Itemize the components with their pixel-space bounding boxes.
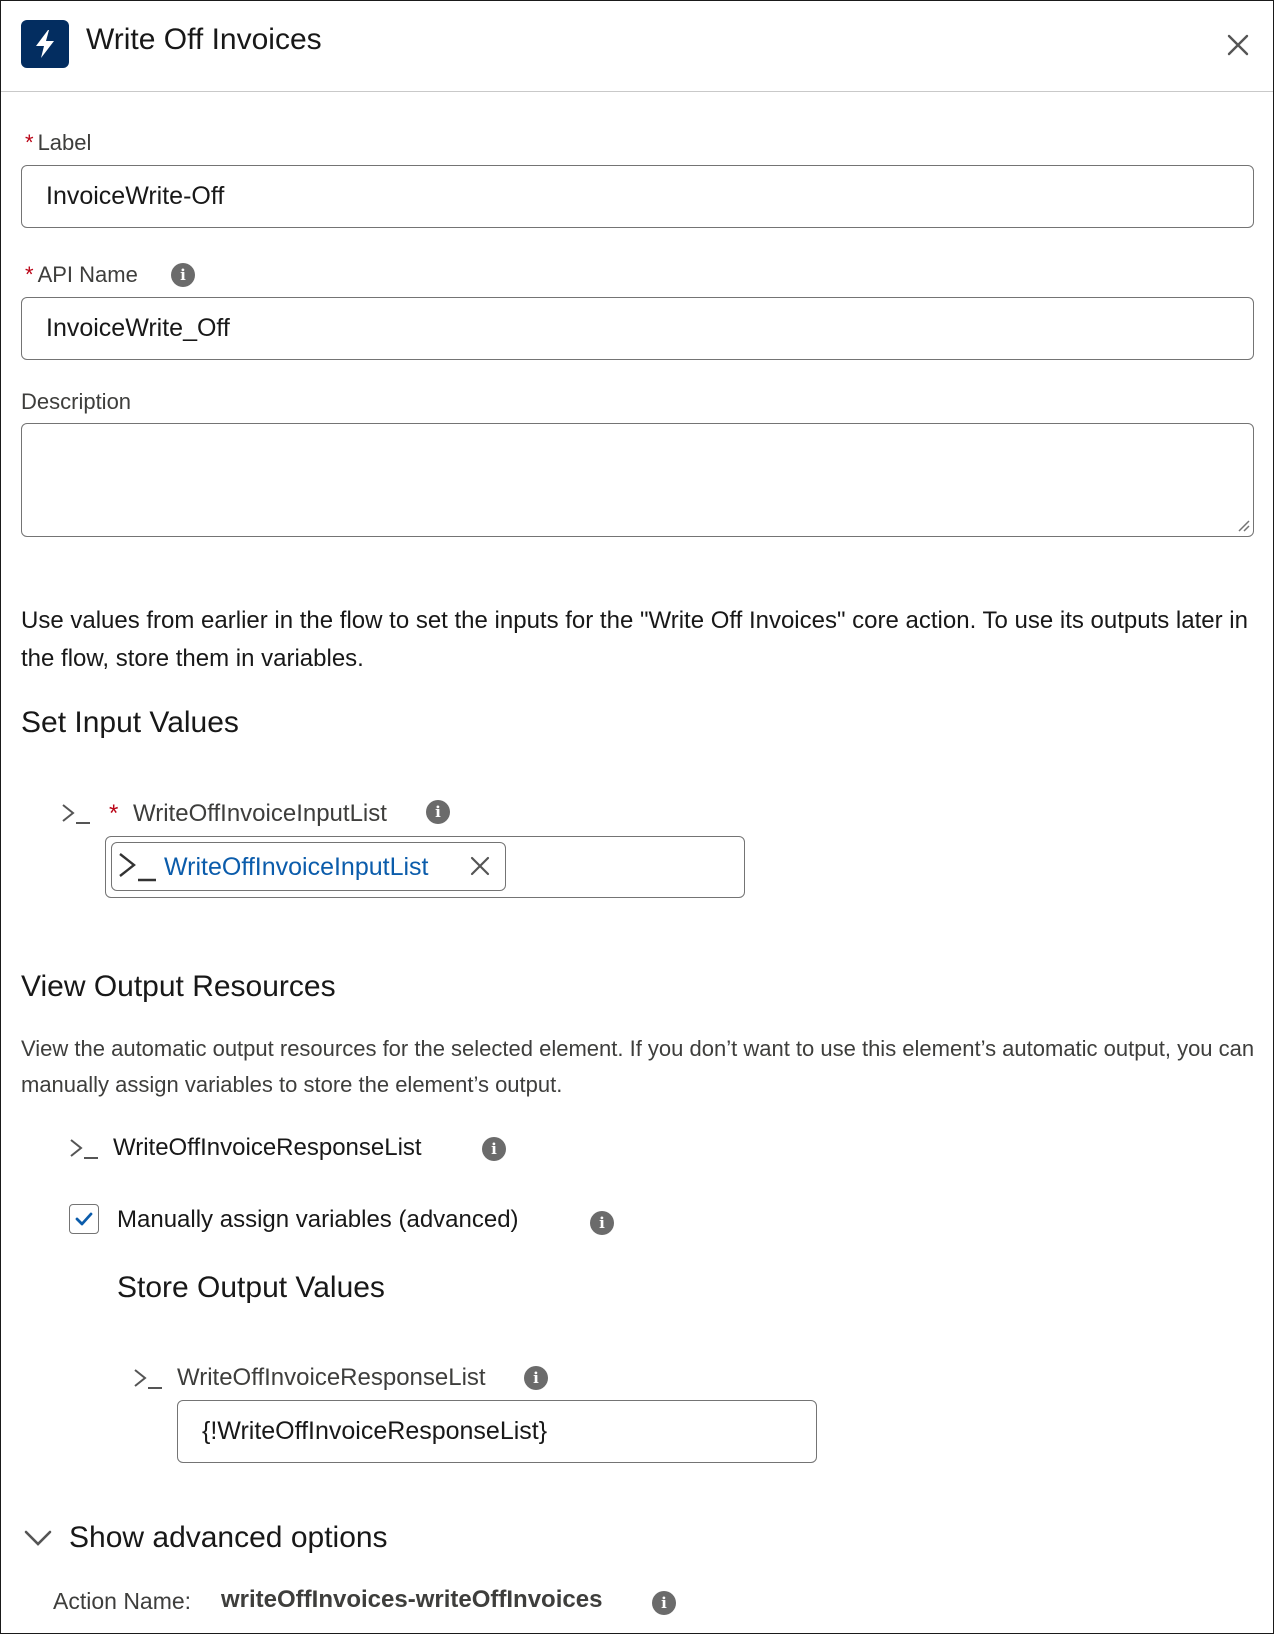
action-name-value: writeOffInvoices-writeOffInvoices bbox=[221, 1586, 603, 1613]
input-value-pill-label: WriteOffInvoiceInputList bbox=[164, 853, 429, 881]
variable-icon bbox=[69, 1138, 99, 1160]
info-icon[interactable]: i bbox=[482, 1137, 506, 1161]
manual-assign-label[interactable]: Manually assign variables (advanced) bbox=[117, 1206, 519, 1233]
input-variable-label bbox=[109, 800, 387, 828]
api-name-field-label bbox=[25, 262, 138, 288]
variable-icon bbox=[133, 1368, 163, 1390]
set-input-values-heading: Set Input Values bbox=[21, 706, 239, 739]
output-resource-name: WriteOffInvoiceResponseList bbox=[113, 1134, 422, 1161]
input-value-combobox[interactable] bbox=[105, 836, 745, 898]
panel-title: Write Off Invoices bbox=[86, 23, 322, 56]
resize-handle-icon[interactable] bbox=[1236, 518, 1250, 532]
checkmark-icon bbox=[75, 1211, 93, 1227]
label-input[interactable] bbox=[21, 165, 1254, 228]
store-output-values-heading: Store Output Values bbox=[117, 1271, 385, 1304]
manual-assign-checkbox[interactable] bbox=[69, 1204, 99, 1234]
description-field-label: Description bbox=[21, 389, 132, 414]
remove-pill-icon[interactable] bbox=[470, 856, 490, 876]
input-variable-name: WriteOffInvoiceInputList bbox=[133, 800, 387, 827]
info-icon[interactable]: i bbox=[590, 1211, 614, 1235]
lightning-bolt-icon bbox=[21, 20, 69, 68]
chevron-down-icon[interactable] bbox=[23, 1528, 53, 1548]
info-icon[interactable]: i bbox=[171, 263, 195, 287]
required-mark: * bbox=[109, 800, 119, 827]
close-button[interactable] bbox=[1223, 28, 1253, 62]
required-mark: * bbox=[25, 262, 34, 287]
store-output-input[interactable] bbox=[177, 1400, 817, 1463]
store-output-variable-name: WriteOffInvoiceResponseList bbox=[177, 1364, 486, 1391]
variable-icon bbox=[61, 803, 91, 825]
description-textarea[interactable] bbox=[21, 423, 1254, 537]
variable-icon bbox=[118, 852, 158, 882]
info-icon[interactable]: i bbox=[524, 1366, 548, 1390]
show-advanced-options-toggle[interactable]: Show advanced options bbox=[69, 1521, 388, 1554]
api-name-input[interactable] bbox=[21, 297, 1254, 360]
info-icon[interactable]: i bbox=[426, 800, 450, 824]
view-output-resources-heading: View Output Resources bbox=[21, 970, 336, 1003]
panel-header bbox=[1, 1, 1273, 92]
required-mark: * bbox=[25, 130, 34, 155]
input-value-pill[interactable] bbox=[111, 842, 506, 891]
action-name-label: Action Name: bbox=[53, 1588, 192, 1614]
label-field-label-text: Label bbox=[37, 130, 92, 155]
intro-text: Use values from earlier in the flow to set the inputs for the "Write Off Invoices" core action. To use its outputs later in the flow, store them in variables. bbox=[21, 607, 1248, 672]
label-field-label bbox=[25, 130, 91, 156]
info-icon[interactable]: i bbox=[652, 1591, 676, 1615]
api-name-field-label-text: API Name bbox=[37, 262, 138, 287]
close-icon[interactable] bbox=[1227, 34, 1249, 56]
output-resources-description: View the automatic output resources for the selected element. If you don’t want to use this element’s automatic output, you can manually assign variables to store the element’s output. bbox=[21, 1036, 1255, 1097]
